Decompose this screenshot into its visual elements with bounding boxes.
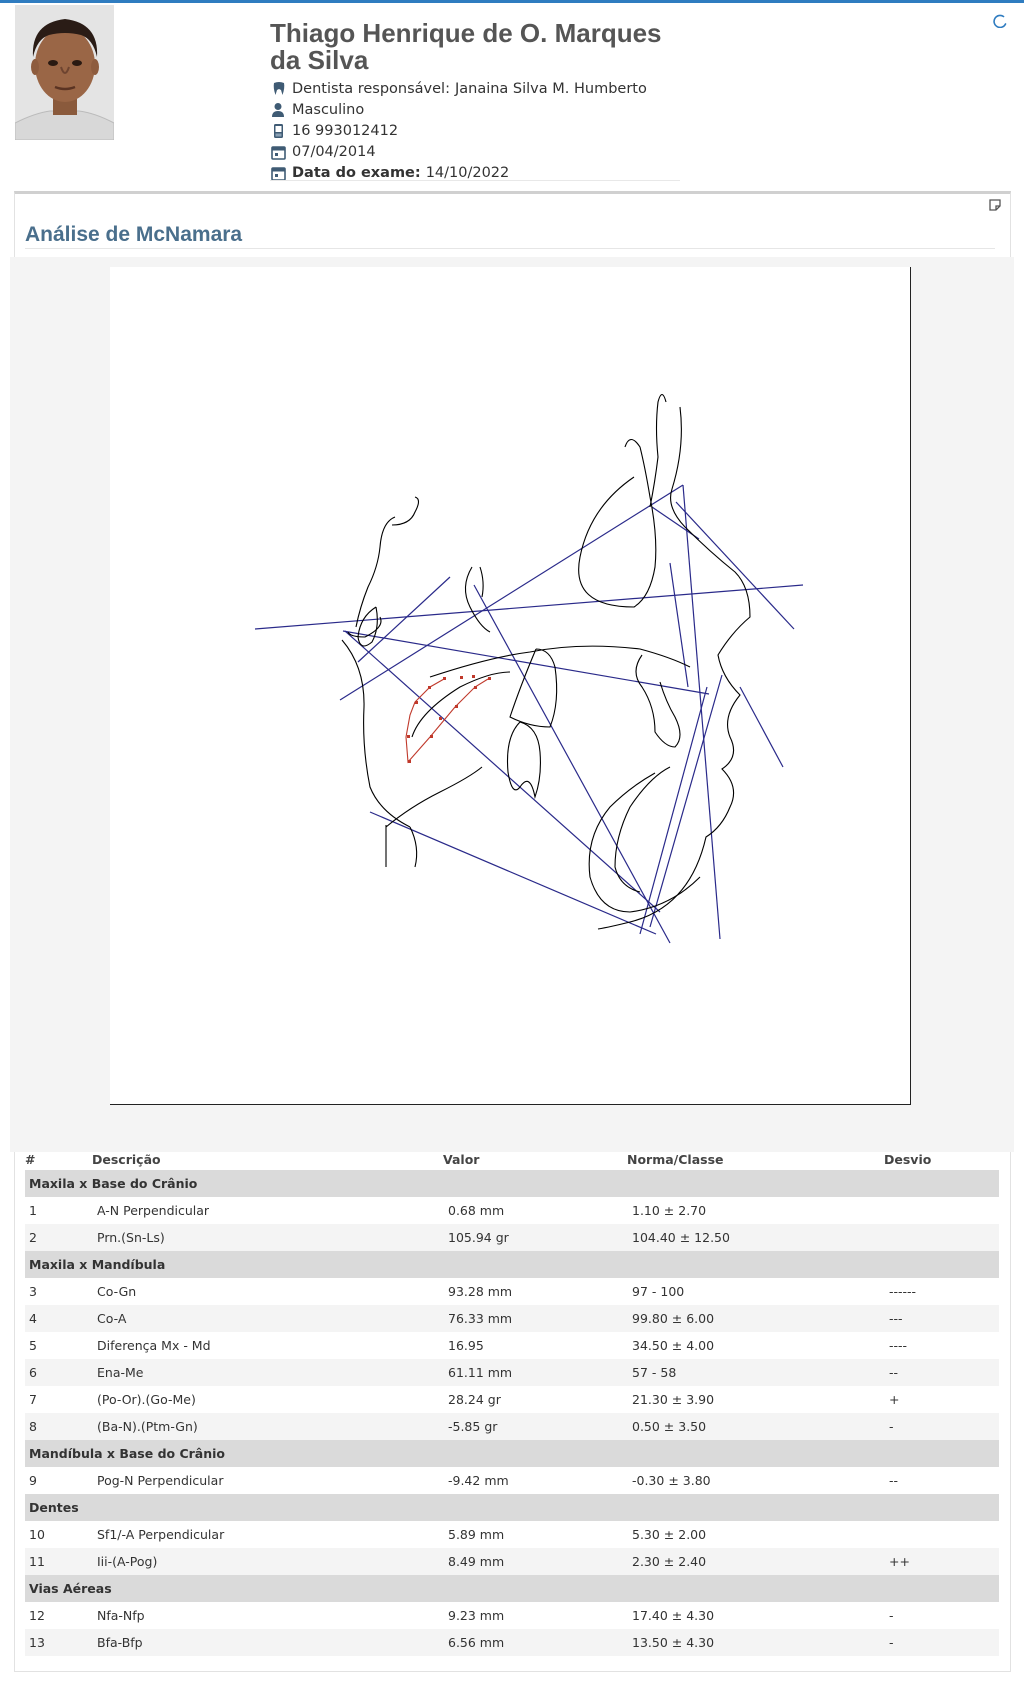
row-desc: Co-Gn: [97, 1284, 137, 1299]
row-norm: 17.40 ± 4.30: [632, 1608, 715, 1623]
row-value: 0.68 mm: [448, 1203, 505, 1218]
row-desc: Pog-N Perpendicular: [97, 1473, 224, 1488]
row-value: 9.23 mm: [448, 1608, 505, 1623]
row-num: 2: [29, 1230, 37, 1245]
patient-photo: [15, 5, 114, 140]
note-icon[interactable]: [988, 198, 1002, 212]
row-value: 6.56 mm: [448, 1635, 505, 1650]
loading-spinner-icon: [993, 14, 1007, 28]
gender-row: [270, 99, 690, 120]
exam-label: Data do exame:: [292, 164, 421, 181]
dentist-row: [270, 78, 690, 99]
table-group-header: [25, 1440, 999, 1467]
row-desc: (Ba-N).(Ptm-Gn): [97, 1419, 198, 1434]
patient-gender: Masculino: [292, 101, 365, 118]
table-header: [25, 1150, 999, 1170]
header-desc: Descrição: [92, 1152, 161, 1167]
table-row: [25, 1548, 999, 1575]
patient-info: [270, 20, 690, 183]
row-desc: Iii-(A-Pog): [97, 1554, 158, 1569]
row-value: 28.24 gr: [448, 1392, 501, 1407]
birth-row: [270, 141, 690, 162]
row-dev: --: [889, 1473, 899, 1488]
row-num: 9: [29, 1473, 37, 1488]
row-norm: 13.50 ± 4.30: [632, 1635, 715, 1650]
header-value: Valor: [443, 1152, 480, 1167]
table-row: [25, 1197, 999, 1224]
title-divider: [25, 248, 995, 249]
table-row: [25, 1359, 999, 1386]
table-row: [25, 1521, 999, 1548]
row-num: 4: [29, 1311, 37, 1326]
row-desc: Prn.(Sn-Ls): [97, 1230, 165, 1245]
patient-phone: 16 993012412: [292, 122, 399, 139]
row-desc: Bfa-Bfp: [97, 1635, 143, 1650]
group-title: Mandíbula x Base do Crânio: [29, 1446, 226, 1461]
row-num: 10: [29, 1527, 45, 1542]
table-row: [25, 1602, 999, 1629]
row-num: 7: [29, 1392, 37, 1407]
calendar-icon: [270, 144, 288, 160]
table-row: [25, 1467, 999, 1494]
user-icon: [270, 102, 288, 118]
cephalometric-tracing: [110, 267, 910, 1104]
row-value: 105.94 gr: [448, 1230, 509, 1245]
cephalometric-canvas: [110, 267, 911, 1105]
row-desc: Diferença Mx - Md: [97, 1338, 211, 1353]
row-dev: +: [889, 1392, 900, 1407]
table-row: [25, 1224, 999, 1251]
row-value: 76.33 mm: [448, 1311, 513, 1326]
row-value: 8.49 mm: [448, 1554, 505, 1569]
row-desc: Co-A: [97, 1311, 127, 1326]
table-row: [25, 1629, 999, 1656]
row-dev: ---: [889, 1311, 903, 1326]
cephalometric-panel: [10, 257, 1014, 1152]
row-num: 11: [29, 1554, 45, 1569]
row-dev: ----: [889, 1338, 908, 1353]
row-desc: A-N Perpendicular: [97, 1203, 210, 1218]
table-group-header: [25, 1494, 999, 1521]
row-dev: -: [889, 1419, 894, 1434]
table-group-header: [25, 1575, 999, 1602]
row-desc: Ena-Me: [97, 1365, 144, 1380]
row-desc: (Po-Or).(Go-Me): [97, 1392, 196, 1407]
table-row: [25, 1386, 999, 1413]
row-num: 5: [29, 1338, 37, 1353]
row-desc: Nfa-Nfp: [97, 1608, 145, 1623]
measurements-table: [25, 1150, 999, 1656]
row-norm: 21.30 ± 3.90: [632, 1392, 715, 1407]
phone-icon: [270, 123, 288, 139]
patient-name: Thiago Henrique de O. Marques da Silva: [270, 18, 662, 75]
row-desc: Sf1/-A Perpendicular: [97, 1527, 225, 1542]
group-title: Dentes: [29, 1500, 79, 1515]
row-norm: 57 - 58: [632, 1365, 677, 1380]
row-dev: -: [889, 1635, 894, 1650]
table-group-header: [25, 1170, 999, 1197]
row-num: 1: [29, 1203, 37, 1218]
exam-date: 14/10/2022: [425, 164, 510, 181]
row-dev: -: [889, 1608, 894, 1623]
phone-row: [270, 120, 690, 141]
row-value: 5.89 mm: [448, 1527, 505, 1542]
section-title: Análise de McNamara: [25, 223, 243, 246]
patient-divider: [270, 180, 680, 181]
row-dev: ++: [889, 1554, 910, 1569]
row-value: 93.28 mm: [448, 1284, 513, 1299]
top-accent-bar: [0, 0, 1024, 3]
row-num: 6: [29, 1365, 37, 1380]
table-group-header: [25, 1251, 999, 1278]
patient-photo-image: [15, 5, 114, 140]
anatomical-contours: [342, 395, 750, 930]
row-num: 8: [29, 1419, 37, 1434]
row-num: 13: [29, 1635, 45, 1650]
row-norm: 1.10 ± 2.70: [632, 1203, 707, 1218]
row-norm: 97 - 100: [632, 1284, 685, 1299]
row-norm: 104.40 ± 12.50: [632, 1230, 730, 1245]
table-row: [25, 1413, 999, 1440]
row-num: 12: [29, 1608, 45, 1623]
row-value: -9.42 mm: [448, 1473, 509, 1488]
header-dev: Desvio: [884, 1152, 932, 1167]
header-num: #: [25, 1152, 36, 1167]
row-value: 16.95: [448, 1338, 484, 1353]
row-norm: 99.80 ± 6.00: [632, 1311, 715, 1326]
row-norm: 34.50 ± 4.00: [632, 1338, 715, 1353]
row-dev: ------: [889, 1284, 917, 1299]
table-row: [25, 1305, 999, 1332]
header-norm: Norma/Classe: [627, 1152, 724, 1167]
calendar-icon: [270, 165, 288, 181]
row-value: 61.11 mm: [448, 1365, 513, 1380]
row-num: 3: [29, 1284, 37, 1299]
group-title: Maxila x Mandíbula: [29, 1257, 166, 1272]
table-row: [25, 1278, 999, 1305]
row-norm: 0.50 ± 3.50: [632, 1419, 707, 1434]
group-title: Vias Aéreas: [29, 1581, 112, 1596]
dentist-label: Dentista responsável:: [292, 80, 450, 97]
row-norm: 5.30 ± 2.00: [632, 1527, 707, 1542]
dentist-name: Janaina Silva M. Humberto: [454, 80, 647, 97]
analysis-lines: [255, 485, 803, 943]
row-norm: -0.30 ± 3.80: [632, 1473, 711, 1488]
patient-birth-date: 07/04/2014: [292, 143, 376, 160]
table-row: [25, 1332, 999, 1359]
row-dev: --: [889, 1365, 899, 1380]
tooth-icon: [270, 81, 288, 97]
group-title: Maxila x Base do Crânio: [29, 1176, 198, 1191]
row-value: -5.85 gr: [448, 1419, 498, 1434]
row-norm: 2.30 ± 2.40: [632, 1554, 707, 1569]
